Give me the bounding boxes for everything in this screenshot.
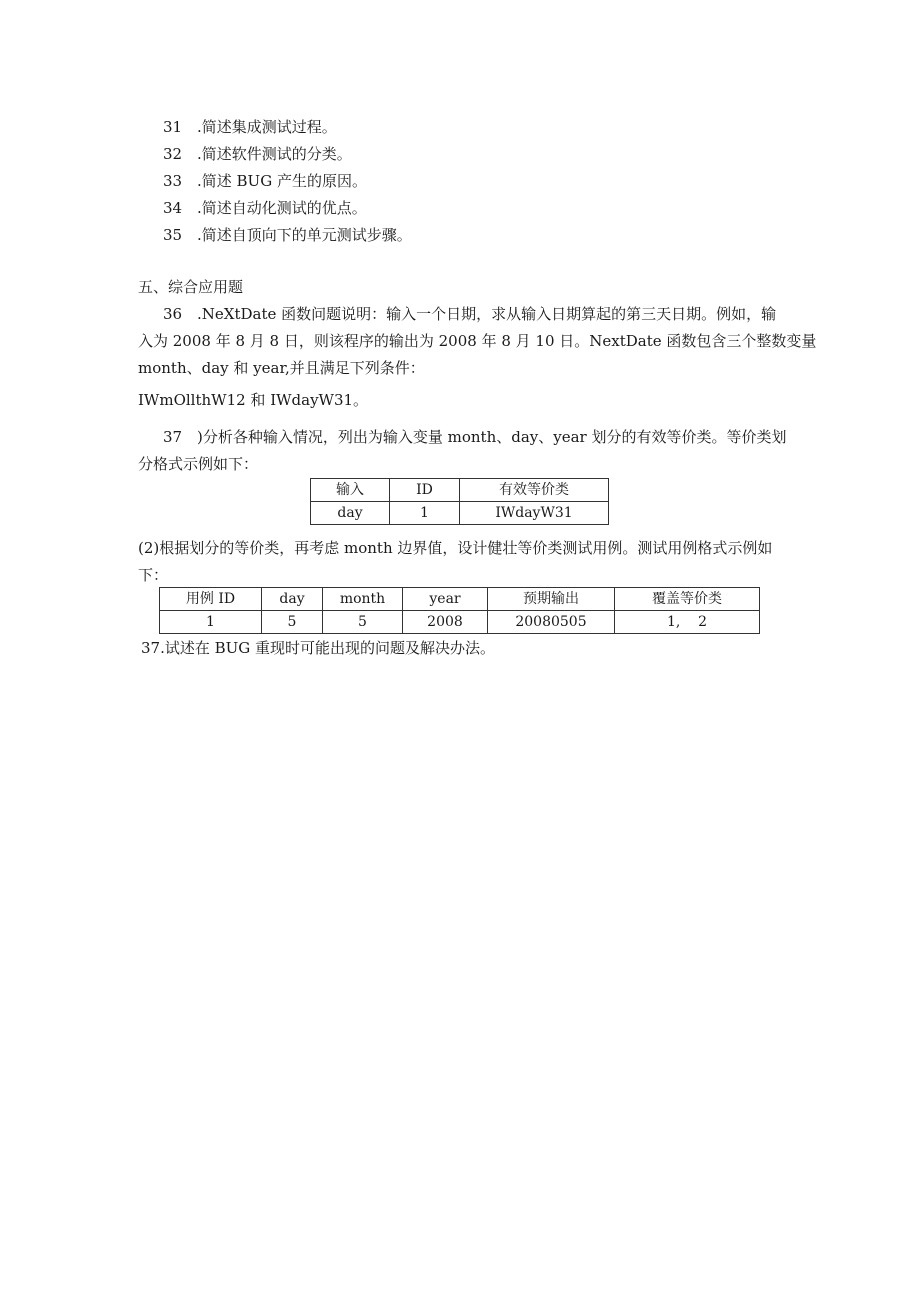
table-cell: 5 (262, 611, 323, 634)
table-header-cell: 覆盖等价类 (615, 588, 760, 611)
table-header-cell: year (403, 588, 488, 611)
test-case-table (159, 587, 760, 634)
table-header-cell: month (323, 588, 403, 611)
table-row (160, 611, 760, 634)
table-header-cell: ID (390, 479, 460, 502)
question-item (163, 117, 337, 137)
q37-1-line-2: 分格式示例如下： (138, 455, 259, 473)
q37-1-text-1: )分析各种输入情况，列出为输入变量 month、day、year 划分的有效等价类。等价类划 (197, 428, 787, 446)
q36-number: 36 (163, 305, 183, 323)
question-item (163, 144, 352, 164)
question-text: .简述集成测试过程。 (197, 118, 337, 136)
q36-text-1: .NeXtDate 函数问题说明：输入一个日期，求从输入日期算起的第三天日期。例如，输 (197, 305, 777, 323)
table-cell: 20080505 (488, 611, 615, 634)
question-number: 31 (163, 118, 183, 136)
section-title: 五、综合应用题 (138, 278, 244, 296)
q37-number: 37 (163, 428, 183, 446)
q36-line-3: month、day 和 year,并且满足下列条件： (138, 359, 425, 377)
question-text: .简述自顶向下的单元测试步骤。 (197, 226, 412, 244)
q36-line-2: 入为 2008 年 8 月 8 日，则该程序的输出为 2008 年 8 月 10 日。NextDate 函数包含三个整数变量 (138, 332, 817, 350)
table-header-cell: 预期输出 (488, 588, 615, 611)
table-cell: IWdayW31 (460, 502, 609, 525)
question-number: 32 (163, 145, 183, 163)
table-header-row (311, 479, 609, 502)
question-number: 34 (163, 199, 183, 217)
table-cell: 1 (160, 611, 262, 634)
table-cell: 2008 (403, 611, 488, 634)
table-cell: 5 (323, 611, 403, 634)
table-cell: day (311, 502, 390, 525)
table-header-cell: 有效等价类 (460, 479, 609, 502)
question-number: 35 (163, 226, 183, 244)
q37-1-line-1 (163, 427, 786, 447)
q36-line-1 (163, 304, 776, 324)
q37-2-line-2: 下： (138, 566, 169, 584)
table-header-cell: 输入 (311, 479, 390, 502)
q37-2-line-1: (2)根据划分的等价类，再考虑 month 边界值，设计健壮等价类测试用例。测试用例格式示例如 (138, 539, 773, 557)
question-text: .简述软件测试的分类。 (197, 145, 352, 163)
table-header-cell: 用例 ID (160, 588, 262, 611)
question-text: .简述 BUG 产生的原因。 (197, 172, 367, 190)
q36-condition: IWmOllthW12 和 IWdayW31。 (138, 391, 369, 409)
question-item (163, 225, 412, 245)
table-header-cell: day (262, 588, 323, 611)
question-number: 33 (163, 172, 183, 190)
equivalence-class-table (310, 478, 609, 525)
table-cell: 1, 2 (615, 611, 760, 634)
table-header-row (160, 588, 760, 611)
table-row (311, 502, 609, 525)
question-text: .简述自动化测试的优点。 (197, 199, 367, 217)
table-cell: 1 (390, 502, 460, 525)
question-item (163, 198, 367, 218)
question-item (163, 171, 367, 191)
final-question: 37.试述在 BUG 重现时可能出现的问题及解决办法。 (141, 639, 496, 657)
